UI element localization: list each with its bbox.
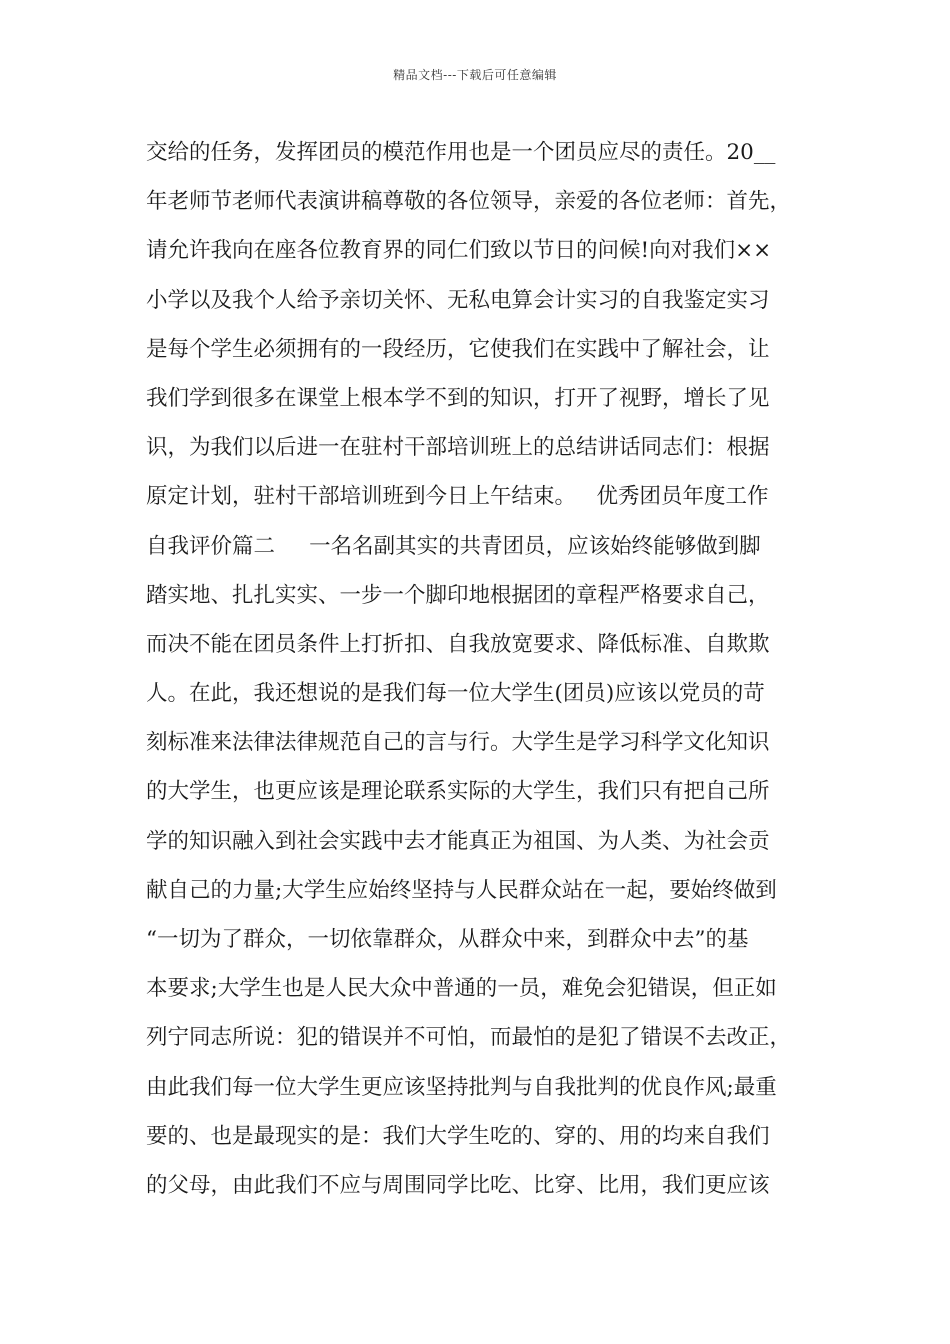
text-line: 年老师节老师代表演讲稿尊敬的各位领导，亲爱的各位老师：首先， (146, 189, 792, 215)
text-line: 学的知识融入到社会实践中去才能真正为祖国、为人类、为社会贡 (146, 828, 770, 854)
text-line: 是每个学生必须拥有的一段经历，它使我们在实践中了解社会，让 (146, 336, 770, 362)
text-line: 列宁同志所说：犯的错误并不可怕，而最怕的是犯了错误不去改正， (146, 1025, 792, 1051)
text-line: 自我评价篇二 一名名副其实的共青团员，应该始终能够做到脚 (146, 533, 761, 559)
text-line: 的大学生，也更应该是理论联系实际的大学生，我们只有把自己所 (146, 779, 770, 805)
text-line: 刻标准来法律法律规范自己的言与行。大学生是学习科学文化知识 (146, 730, 770, 756)
text-line: 人。在此，我还想说的是我们每一位大学生(团员)应该以党员的苛 (146, 681, 765, 707)
text-line: 本要求;大学生也是人民大众中普通的一员，难免会犯错误，但正如 (146, 976, 777, 1002)
text-line: 小学以及我个人给予亲切关怀、无私电算会计实习的自我鉴定实习 (146, 287, 770, 313)
text-line: 识，为我们以后进一在驻村干部培训班上的总结讲话同志们：根据 (146, 435, 770, 461)
text-line: 要的、也是最现实的是：我们大学生吃的、穿的、用的均来自我们 (146, 1123, 770, 1149)
page-header: 精品文档---下载后可任意编辑 (393, 68, 557, 82)
text-line: 踏实地、扎扎实实、一步一个脚印地根据团的章程严格要求自己， (146, 582, 770, 608)
text-line: “一切为了群众，一切依靠群众，从群众中来，到群众中去”的基 (146, 927, 749, 952)
text-line: 交给的任务，发挥团员的模范作用也是一个团员应尽的责任。20__ (146, 140, 776, 165)
text-line: 由此我们每一位大学生更应该坚持批判与自我批判的优良作风;最重 (146, 1074, 777, 1100)
text-line: 我们学到很多在课堂上根本学不到的知识，打开了视野，增长了见 (146, 385, 770, 411)
text-line: 的父母，由此我们不应与周围同学比吃、比穿、比用，我们更应该 (146, 1172, 770, 1198)
text-line: 请允许我向在座各位教育界的同仁们致以节日的问候!向对我们×× (146, 238, 772, 264)
text-line: 而决不能在团员条件上打折扣、自我放宽要求、降低标准、自欺欺 (146, 631, 770, 657)
text-line: 献自己的力量;大学生应始终坚持与人民群众站在一起，要始终做到 (146, 877, 777, 903)
text-line: 原定计划，驻村干部培训班到今日上午结束。 优秀团员年度工作 (146, 484, 769, 510)
document-body (146, 128, 836, 1210)
